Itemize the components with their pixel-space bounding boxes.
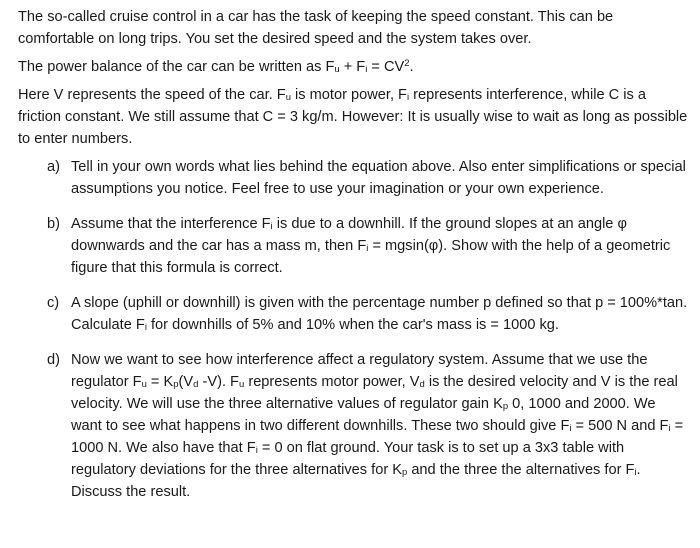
power-balance-text: = CV <box>367 59 405 75</box>
task-item-c <box>18 292 690 336</box>
task-text: and the three the alternatives for F <box>407 462 635 478</box>
task-text: 0, 1000 and 2000. We want to see what happens in two different downhills. These two should give F <box>71 396 656 434</box>
power-balance-text: . <box>409 59 414 75</box>
task-text: = 500 N and F <box>571 418 669 434</box>
task-text: . Discuss the result. <box>71 462 641 500</box>
power-balance-paragraph <box>18 56 690 78</box>
subscript: p <box>401 467 408 478</box>
subscript: u <box>141 379 147 390</box>
subscript-u: u <box>285 92 291 103</box>
subscript: d <box>193 379 199 390</box>
variables-paragraph <box>18 84 690 150</box>
subscript: u <box>238 379 245 390</box>
task-item-b <box>18 213 690 279</box>
task-text: -V). F <box>198 374 239 390</box>
task-text: = mgsin(φ). Show with the help of a geometric figure that this formula is correct. <box>71 238 671 276</box>
task-text: is due to a downhill. If the ground slopes at an angle φ downwards and the car has a mass m, then F <box>71 216 627 254</box>
subscript: i <box>569 423 572 434</box>
subscript: i <box>668 423 671 434</box>
subscript: i <box>634 467 637 478</box>
task-text: = 1000 N. We also have that F <box>71 418 684 456</box>
task-text: Assume that the interference F <box>71 216 271 232</box>
task-text: (V <box>178 374 194 390</box>
subscript: i <box>144 322 147 333</box>
subscript: p <box>173 379 179 390</box>
task-marker: c) <box>47 295 60 311</box>
task-text: = K <box>146 374 174 390</box>
task-item-d <box>18 349 690 503</box>
task-marker: a) <box>47 159 60 175</box>
task-text: = 0 on flat ground. Your task is to set up a 3x3 table with regulatory deviations for the three alternatives for K <box>71 440 625 478</box>
subscript: i <box>270 221 273 232</box>
task-item-a <box>18 156 690 200</box>
problem-document <box>18 6 690 516</box>
task-list <box>18 156 690 503</box>
intro-paragraph <box>18 6 690 50</box>
variables-text: is motor power, F <box>291 87 407 103</box>
task-marker: d) <box>47 352 60 368</box>
subscript-u: u <box>334 64 340 75</box>
task-text: represents motor power, V <box>244 374 420 390</box>
task-text: A slope (uphill or downhill) is given with the percentage number p defined so that p = 100%*tan. Calculate F <box>71 295 688 333</box>
subscript: p <box>502 401 509 412</box>
power-balance-text: + F <box>339 59 366 75</box>
task-text: is the desired velocity and V is the real velocity. We will use the three alternative values of regulator gain K <box>71 374 678 412</box>
intro-text: The so-called cruise control in a car has the task of keeping the speed constant. This can be comfortable on long trips. You set the desired speed and the system takes over. <box>18 9 614 47</box>
subscript: i <box>255 445 258 456</box>
subscript-i: i <box>406 92 410 103</box>
task-text: for downhills of 5% and 10% when the car's mass is = 1000 kg. <box>146 317 559 333</box>
subscript-i: i <box>365 64 368 75</box>
subscript: i <box>366 243 369 254</box>
task-text: Now we want to see how interference affect a regulatory system. Assume that we use the regulator F <box>71 352 648 390</box>
variables-text: represents interference, while C is a friction constant. We still assume that C = 3 kg/m. However: It is usually wise to wait as long as possible to enter numbers. <box>18 87 688 147</box>
subscript: d <box>419 379 425 390</box>
variables-text: Here V represents the speed of the car. F <box>18 87 286 103</box>
task-marker: b) <box>47 216 60 232</box>
superscript-2: 2 <box>404 58 410 69</box>
task-text: Tell in your own words what lies behind the equation above. Also enter simplifications or special assumptions you notice. Feel free to use your imagination or your own experience. <box>71 159 686 197</box>
power-balance-text: The power balance of the car can be written as F <box>18 59 335 75</box>
